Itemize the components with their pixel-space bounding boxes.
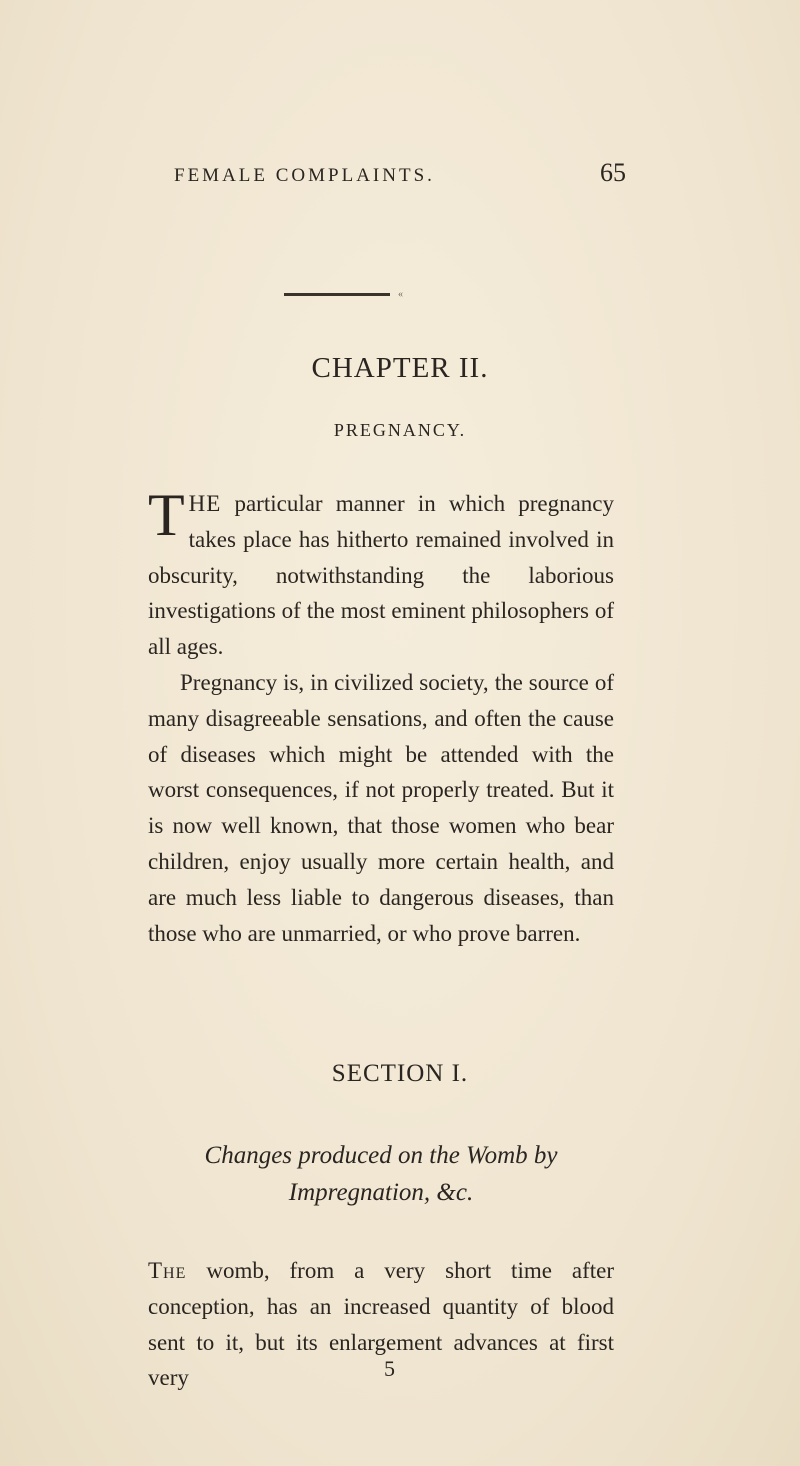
paragraph-3: womb, from a very short time after conception, has an increased quantity of blood sent to it, but its enlargement advances at first very [148, 1258, 614, 1391]
drop-cap: T [148, 482, 185, 548]
chapter-title: CHAPTER II. [311, 352, 489, 384]
section-lead-word: The [148, 1258, 187, 1283]
chapter-subtitle: PREGNANCY. [333, 420, 467, 440]
body-text-chapter [148, 482, 614, 951]
printer-mark: « [398, 289, 403, 300]
section-title: SECTION I. [331, 1060, 469, 1087]
page-number: 65 [600, 158, 626, 187]
paragraph-2: Pregnancy is, in civilized society, the source of many disagreeable sensations, and often the cause of diseases which might be attended with the worst consequences, if not properly treated. But it is now well known, that those women who bear children, enjoy usually more certain health, and are much less liable to dangerous diseases, than those who are unmarried, or who prove barren. [148, 669, 614, 946]
running-title: FEMALE COMPLAINTS. [174, 165, 435, 186]
paragraph-1: particular manner in which pregnancy takes place has hitherto remained involved in obscurity, notwithstanding the laborious investigations of the most eminent philosophers of all ages. [148, 491, 614, 660]
ornamental-rule [284, 293, 390, 296]
section-subtitle: Changes produced on the Womb by Impregnation, &c. [204, 1142, 558, 1206]
body-text-section [148, 1253, 614, 1396]
printer-signature: 5 [384, 1356, 395, 1381]
opening-word: HE [188, 491, 222, 516]
running-head [174, 158, 626, 188]
